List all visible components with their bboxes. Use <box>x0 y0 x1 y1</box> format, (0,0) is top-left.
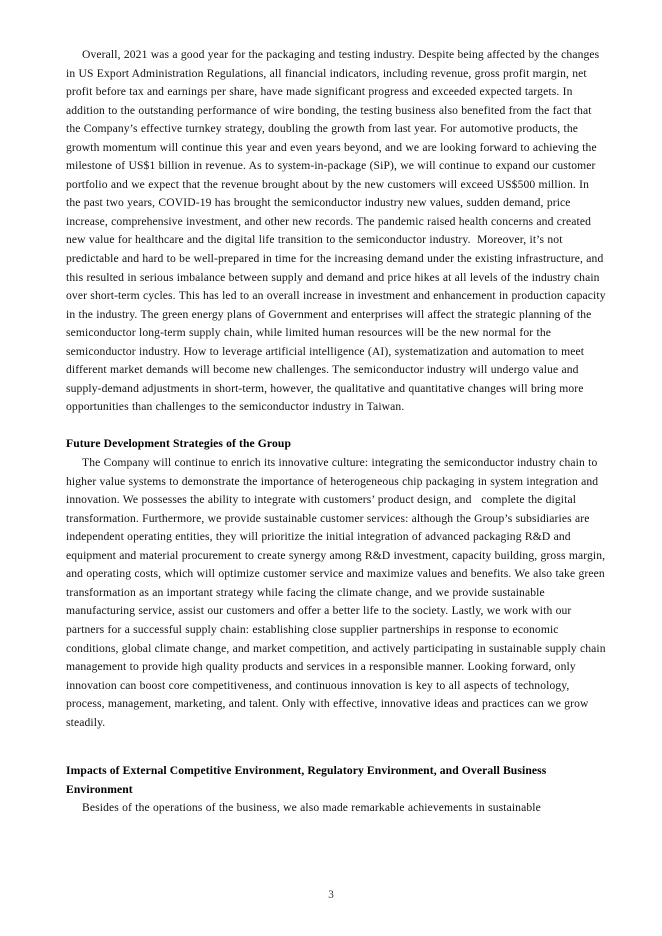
spacer-before-impacts-heading <box>66 732 606 762</box>
spacer-before-future-heading <box>66 417 606 436</box>
paragraph-impacts-of-external-environment: Besides of the operations of the business, we also made remarkable achievements in sustainable <box>82 801 541 815</box>
heading-impacts-of-external-environment: Impacts of External Competitive Environment, Regulatory Environment, and Overall Business Environment <box>66 764 547 796</box>
page-content <box>66 46 609 818</box>
paragraph-future-development-strategies: The Company will continue to enrich its innovative culture: integrating the semiconductor industry chain to higher value systems to demonstrate the importance of heterogeneous chip packaging in system integration and innovation. We possesses the ability to integrate with customers’ product design, and complete the digital transformation. Furthermore, we provide sustainable customer services: although the Group’s subsidiaries are independent operating entities, they will prioritize the initial integration of advanced packaging R&D and equipment and material procurement to create synergy among R&D investment, capacity building, gross margin, and operating costs, which will optimize customer service and maximize values and benefits. We also take green transformation as an important strategy while facing the climate change, and we provide sustainable manufacturing service, assist our customers and offer a better life to the society. Lastly, we work with our partners for a successful supply chain: establishing close supplier partnerships in response to economic conditions, global climate change, and market competition, and actively participating in sustainable supply chain management to provide high quality products and services in a responsible manner. Looking forward, only innovation can boost core competitiveness, and continuous innovation is key to all aspects of technology, process, management, marketing, and talent. Only with effective, innovative ideas and practices can we grow steadily. <box>66 456 609 729</box>
page-number: 3 <box>328 889 334 901</box>
paragraph-industry-overview: Overall, 2021 was a good year for the packaging and testing industry. Despite being affected by the changes in US Export Administration Regulations, all financial indicators, including revenue, gross profit margin, net profit before tax and earnings per share, have made significant progress and exceeded expected targets. In addition to the outstanding performance of wire bonding, the testing business also benefited from the fact that the Company’s effective turnkey strategy, doubling the growth from last year. For automotive products, the growth momentum will continue this year and even years beyond, and we are looking forward to achieving the milestone of US$1 billion in revenue. As to system-in-package (SiP), we will continue to expand our customer portfolio and we expect that the revenue brought about by the new customers will exceed US$500 million. In the past two years, COVID-19 has brought the semiconductor industry new values, sudden demand, price increase, comprehensive investment, and other new records. The pandemic raised health concerns and created new value for healthcare and the digital life transition to the semiconductor industry. Moreover, it’s not predictable and hard to be well-prepared in time for the increasing demand under the existing infrastructure, and this resulted in serious imbalance between supply and demand and price hikes at all levels of the industry chain over short-term cycles. This has led to an overall increase in investment and enhancement in production capacity in the industry. The green energy plans of Government and enterprises will affect the strategic planning of the semiconductor long-term supply chain, while limited human resources will be the new normal for the semiconductor industry. How to leverage artificial intelligence (AI), systematization and automation to meet different market demands will become new challenges. The semiconductor industry will undergo value and supply-demand adjustments in short-term, however, the qualitative and quantitative changes will bring more opportunities than challenges to the semiconductor industry in Taiwan. <box>66 48 609 414</box>
heading-future-development-strategies: Future Development Strategies of the Group <box>66 437 292 451</box>
